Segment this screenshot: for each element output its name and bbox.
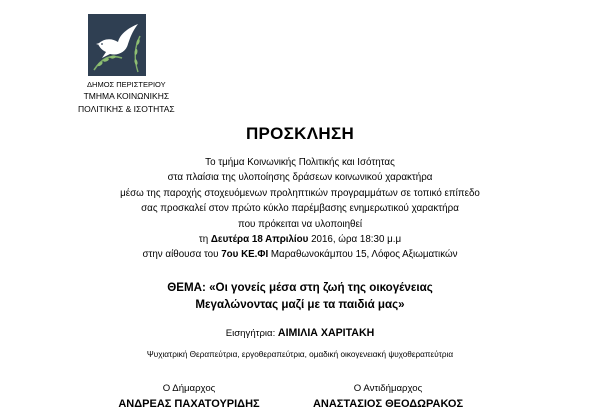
venue-prefix: στην αίθουσα του [142,249,222,261]
theme-line-1: ΘΕΜΑ: «Οι γονείς μέσα στη ζωή της οικογένειας [167,281,433,294]
deputy-mayor-name: ΑΝΑΣΤΑΣΙΟΣ ΘΕΟΔΩΡΑΚΟΣ [312,398,464,410]
deputy-mayor-role: Ο Αντιδήμαρχος [353,383,423,394]
deputy-mayor-signature [298,382,478,413]
event-time: 2016, ώρα 18:30 μ.μ [308,234,402,246]
mayor-signature [99,382,279,413]
municipality-name: ΔΗΜΟΣ ΠΕΡΙΣΤΕΡΙΟΥ [87,80,166,89]
speaker-description: Ψυχιατρική Θεραπεύτρια, εργοθεραπεύτρια, ομαδική οικογενειακή ψυχοθεραπεύτρια [146,350,454,359]
department-name-line1: ΤΜΗΜΑ ΚΟΙΝΩΝΙΚΗΣ [83,91,170,101]
body-line-4: σας προσκαλεί στον πρώτο κύκλο παρέμβασης ενημερωτικού χαρακτήρα [141,203,459,215]
event-date-line [0,232,600,247]
body-line-3: μέσω της παροχής στοχευόμενων προληπτικών προγραμμάτων σε τοπικό επίπεδο [120,187,480,199]
date-prefix: τη [198,234,211,246]
theme-line-2: Μεγαλώνοντας μαζί με τα παιδιά μας» [195,298,405,311]
body-line-1: Το τμήμα Κοινωνικής Πολιτικής και Ισότητας [205,157,395,168]
venue-address: Μαραθωνοκάμπου 15, Λόφος Αξιωματικών [268,249,458,261]
body-line-5: που πρόκειται να υλοποιηθεί [237,218,363,230]
mayor-name: ΑΝΔΡΕΑΣ ΠΑΧΑΤΟΥΡΙΔΗΣ [118,398,260,410]
invitation-body [0,155,600,263]
speaker-name: ΑΙΜΙΛΙΑ ΧΑΡΙΤΑΚΗ [277,327,375,339]
department-name-line2: ΠΟΛΙΤΙΚΗΣ & ΙΣΟΤΗΤΑΣ [78,104,175,114]
municipality-logo [88,14,146,76]
organization-name [78,79,175,116]
document-title: ΠΡΟΣΚΛΗΣΗ [245,124,355,143]
speaker-label: Εισηγήτρια: [225,328,278,339]
event-theme [0,279,600,313]
event-date: Δευτέρα 18 Απριλίου [210,234,309,246]
body-line-2: στα πλαίσια της υλοποίησης δράσεων κοινωνικού χαρακτήρα [167,172,433,184]
mayor-role: Ο Δήμαρχος [162,383,216,394]
event-venue-line [0,247,600,262]
speaker-line [0,327,600,339]
dove-icon [88,14,146,76]
event-venue: 7ου ΚΕ.ΦΙ [221,249,269,261]
